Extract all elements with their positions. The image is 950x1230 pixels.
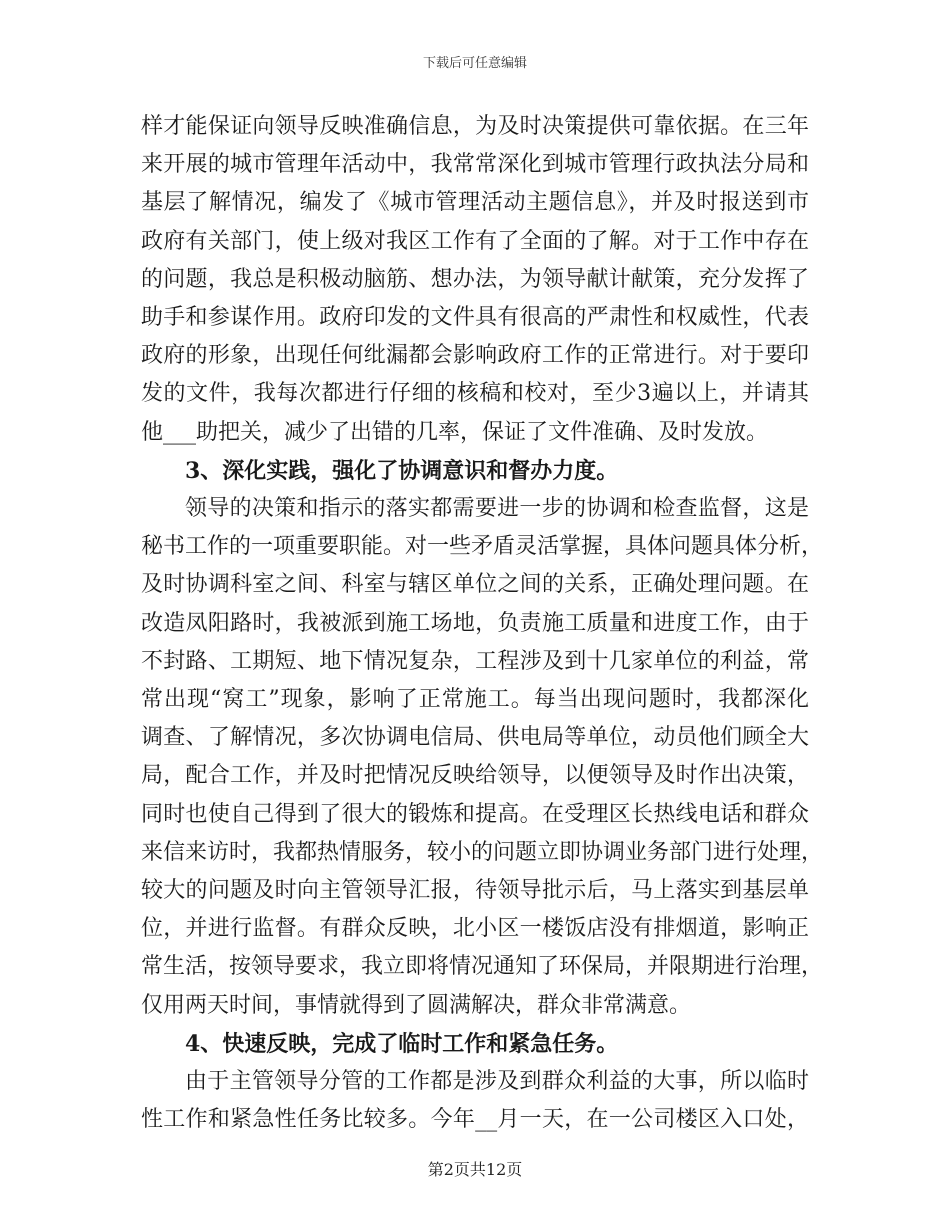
body-line: 改造凤阳路时，我被派到施工场地，负责施工质量和进度工作，由于	[141, 610, 809, 636]
body-line: 及时协调科室之间、科室与辖区单位之间的关系，正确处理问题。在	[141, 572, 809, 598]
document-body	[141, 108, 824, 1139]
body-line: 位，并进行监督。有群众反映，北小区一楼饭店没有排烟道，影响正	[141, 916, 809, 942]
body-line: 局，配合工作，并及时把情况反映给领导，以便领导及时作出决策，	[141, 763, 809, 789]
body-line: 样才能保证向领导反映准确信息，为及时决策提供可靠依据。在三年	[141, 114, 809, 139]
body-line: 的问题，我总是积极动脑筋、想办法，为领导献计献策，充分发挥了	[141, 266, 809, 292]
body-line: 政府有关部门，使上级对我区工作有了全面的了解。对于工作中存在	[141, 228, 809, 254]
body-line: 调查、了解情况，多次协调电信局、供电局等单位，动员他们顾全大	[141, 725, 809, 751]
body-line: 由于主管领导分管的工作都是涉及到群众利益的大事，所以临时	[185, 1069, 809, 1095]
body-line: 基层了解情况，编发了《城市管理活动主题信息》，并及时报送到市	[141, 190, 809, 216]
body-line: 秘书工作的一项重要职能。对一些矛盾灵活掌握，具体问题具体分析，	[141, 534, 824, 560]
body-line: 领导的决策和指示的落实都需要进一步的协调和检查监督，这是	[185, 496, 809, 522]
page-header: 下载后可任意编辑	[422, 56, 527, 71]
section-heading: 4、快速反映，完成了临时工作和紧急任务。	[185, 1030, 619, 1057]
body-line: 助手和参谋作用。政府印发的文件具有很高的严肃性和权威性，代表	[141, 305, 809, 331]
body-line: 来开展的城市管理年活动中，我常常深化到城市管理行政执法分局和	[141, 152, 809, 178]
body-line: 来信来访时，我都热情服务，较小的问题立即协调业务部门进行处理，	[141, 839, 824, 865]
body-line: 仅用两天时间，事情就得到了圆满解决，群众非常满意。	[141, 992, 692, 1018]
body-line: 政府的形象，出现任何纰漏都会影响政府工作的正常进行。对于要印	[141, 343, 809, 369]
body-line: 同时也使自己得到了很大的锻炼和提高。在受理区长热线电话和群众	[141, 801, 809, 827]
page-footer: 第2页共12页	[427, 1160, 523, 1179]
body-line: 性工作和紧急性任务比较多。今年__月一天，在一公司楼区入口处，	[141, 1107, 809, 1133]
body-line: 他___助把关，减少了出错的几率，保证了文件准确、及时发放。	[141, 419, 769, 445]
body-line: 常出现“窝工”现象，影响了正常施工。每当出现问题时，我都深化	[141, 687, 809, 713]
body-line: 不封路、工期短、地下情况复杂，工程涉及到十几家单位的利益，常	[141, 648, 809, 674]
body-line: 发的文件，我每次都进行仔细的核稿和校对，至少3遍以上，并请其	[141, 381, 809, 407]
body-line: 较大的问题及时向主管领导汇报，待领导批示后，马上落实到基层单	[141, 878, 809, 904]
body-line: 常生活，按领导要求，我立即将情况通知了环保局，并限期进行治理，	[141, 954, 824, 980]
section-heading: 3、深化实践，强化了协调意识和督办力度。	[185, 457, 619, 484]
